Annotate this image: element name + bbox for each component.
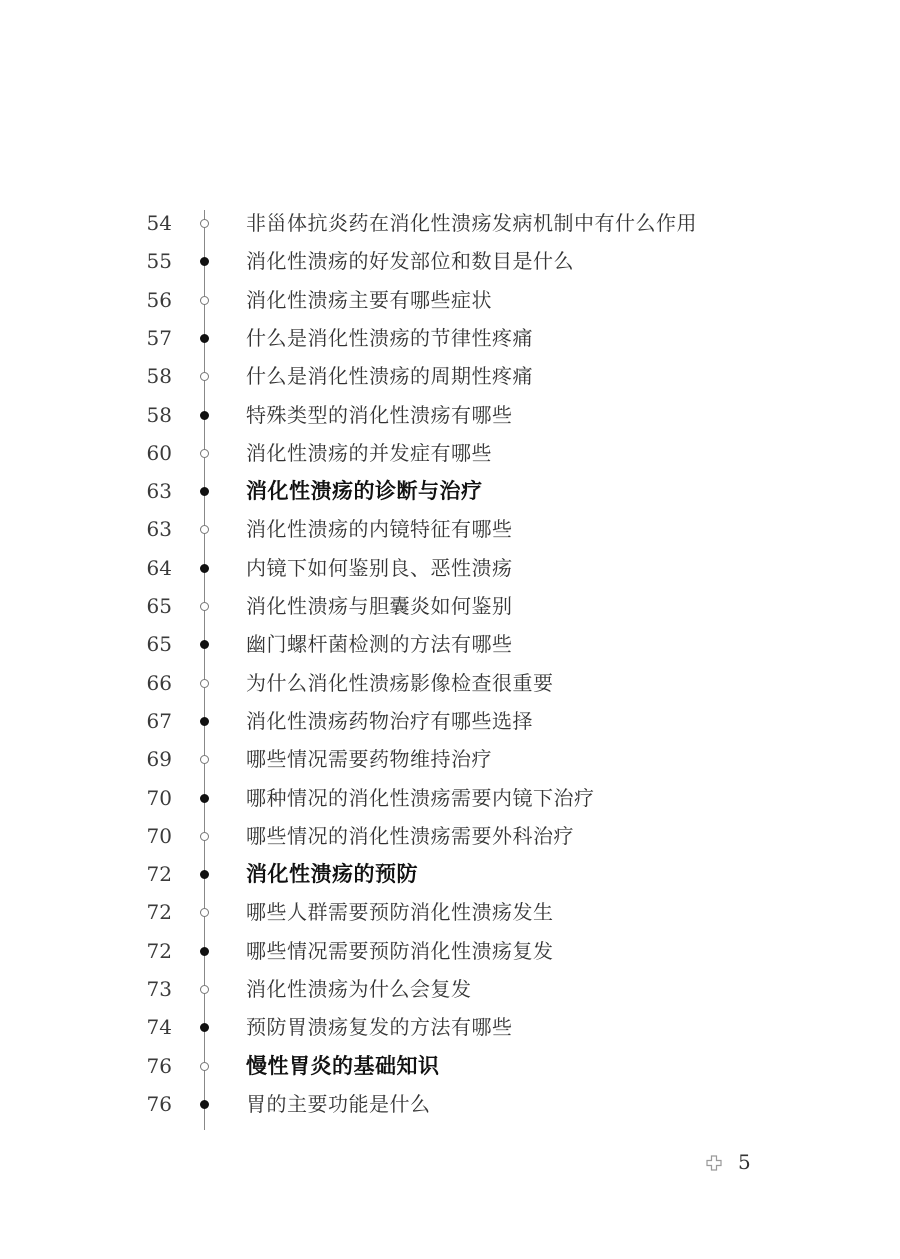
filled-dot-icon	[200, 717, 209, 726]
toc-entry[interactable]	[0, 817, 900, 855]
hollow-dot-icon	[200, 1062, 209, 1071]
toc-entry[interactable]	[0, 970, 900, 1008]
toc-page-number: 66	[146, 670, 172, 695]
toc-page-number: 67	[146, 708, 172, 733]
toc-heading-title: 慢性胃炎的基础知识	[246, 1053, 440, 1078]
hollow-dot-icon	[200, 602, 209, 611]
toc-page-number: 65	[146, 594, 172, 618]
toc-section-heading[interactable]	[0, 472, 900, 510]
toc-entry-title: 消化性溃疡药物治疗有哪些选择	[246, 708, 533, 733]
hollow-dot-icon	[200, 985, 209, 994]
toc-entry-title: 消化性溃疡主要有哪些症状	[246, 287, 492, 312]
filled-dot-icon	[200, 411, 209, 420]
toc-entry-title: 非甾体抗炎药在消化性溃疡发病机制中有什么作用	[246, 211, 697, 235]
hollow-dot-icon	[200, 296, 209, 305]
filled-dot-icon	[200, 334, 209, 343]
toc-entry-title: 幽门螺杆菌检测的方法有哪些	[246, 632, 513, 657]
toc-entry-title: 消化性溃疡为什么会复发	[246, 977, 472, 1001]
toc-page-number: 70	[146, 785, 172, 810]
toc-entry-title: 内镜下如何鉴别良、恶性溃疡	[246, 555, 513, 580]
toc-entry-title: 为什么消化性溃疡影像检查很重要	[246, 670, 554, 695]
toc-entry[interactable]	[0, 549, 900, 587]
hollow-dot-icon	[200, 832, 209, 841]
toc-entry[interactable]	[0, 625, 900, 663]
toc-entry-title: 消化性溃疡的好发部位和数目是什么	[246, 249, 574, 274]
toc-entry[interactable]	[0, 664, 900, 702]
toc-entry-title: 哪种情况的消化性溃疡需要内镜下治疗	[246, 785, 595, 810]
toc-entry-title: 什么是消化性溃疡的节律性疼痛	[246, 325, 533, 350]
hollow-dot-icon	[200, 908, 209, 917]
filled-dot-icon	[200, 794, 209, 803]
toc-heading-title: 消化性溃疡的预防	[246, 862, 418, 887]
toc-entry[interactable]	[0, 396, 900, 434]
toc-entry[interactable]	[0, 779, 900, 817]
toc-page-number: 60	[146, 440, 172, 465]
hollow-dot-icon	[200, 679, 209, 688]
toc-entry[interactable]	[0, 587, 900, 625]
filled-dot-icon	[200, 1023, 209, 1032]
toc-entry-title: 哪些人群需要预防消化性溃疡发生	[246, 900, 554, 925]
filled-dot-icon	[200, 1100, 209, 1109]
toc-entry-title: 哪些情况的消化性溃疡需要外科治疗	[246, 823, 574, 848]
toc-entry-title: 预防胃溃疡复发的方法有哪些	[246, 1015, 513, 1040]
toc-page-number: 56	[146, 287, 172, 312]
toc-page-number: 69	[146, 747, 172, 772]
toc-entry-title: 消化性溃疡的内镜特征有哪些	[246, 517, 513, 542]
toc-entry-title: 哪些情况需要预防消化性溃疡复发	[246, 938, 554, 963]
toc-entry[interactable]	[0, 319, 900, 357]
toc-entry-title: 哪些情况需要药物维持治疗	[246, 747, 492, 772]
toc-section-heading[interactable]	[0, 1047, 900, 1085]
toc-page-number: 65	[146, 632, 172, 657]
hollow-dot-icon	[200, 449, 209, 458]
toc-entry[interactable]	[0, 434, 900, 472]
toc-entry[interactable]	[0, 893, 900, 931]
filled-dot-icon	[200, 564, 209, 573]
filled-dot-icon	[200, 947, 209, 956]
toc-page-number: 72	[146, 900, 172, 925]
toc-page-number: 76	[146, 1053, 172, 1078]
page-number: 5	[738, 1150, 751, 1174]
toc-entry[interactable]	[0, 932, 900, 970]
toc-entry[interactable]	[0, 1085, 900, 1123]
toc-entry[interactable]	[0, 510, 900, 548]
toc-page-number: 63	[146, 517, 172, 542]
filled-dot-icon	[200, 640, 209, 649]
toc-page-number: 72	[146, 862, 172, 887]
toc-page-number: 55	[146, 249, 172, 274]
toc-entry[interactable]	[0, 242, 900, 280]
toc-heading-title: 消化性溃疡的诊断与治疗	[246, 479, 483, 504]
toc-page-number: 76	[146, 1091, 172, 1116]
filled-dot-icon	[200, 257, 209, 266]
filled-dot-icon	[200, 487, 209, 496]
toc-page-number: 70	[146, 823, 172, 848]
toc-page-number: 73	[146, 977, 172, 1001]
hollow-dot-icon	[200, 219, 209, 228]
toc-entry[interactable]	[0, 204, 900, 242]
toc-entry[interactable]	[0, 281, 900, 319]
toc-page-number: 58	[146, 364, 172, 389]
toc-entry[interactable]	[0, 1008, 900, 1046]
toc-section-heading[interactable]	[0, 855, 900, 893]
hollow-dot-icon	[200, 525, 209, 534]
filled-dot-icon	[200, 870, 209, 879]
toc-page-number: 74	[146, 1015, 172, 1040]
cross-outline-icon	[706, 1155, 722, 1171]
toc-entry-title: 胃的主要功能是什么	[246, 1091, 431, 1116]
toc-page-number: 63	[146, 479, 172, 504]
toc-page-number: 57	[146, 325, 172, 350]
toc-entry-title: 消化性溃疡与胆囊炎如何鉴别	[246, 594, 513, 618]
toc-page-number: 58	[146, 402, 172, 427]
toc-entry-title: 消化性溃疡的并发症有哪些	[246, 440, 492, 465]
toc-entry[interactable]	[0, 740, 900, 778]
toc-entry-title: 什么是消化性溃疡的周期性疼痛	[246, 364, 533, 389]
toc-page-number: 64	[146, 555, 172, 580]
toc-entry[interactable]	[0, 702, 900, 740]
hollow-dot-icon	[200, 372, 209, 381]
toc-entry-title: 特殊类型的消化性溃疡有哪些	[246, 402, 513, 427]
toc-entry[interactable]	[0, 357, 900, 395]
toc-page-number: 72	[146, 938, 172, 963]
hollow-dot-icon	[200, 755, 209, 764]
toc-page-number: 54	[146, 211, 172, 235]
